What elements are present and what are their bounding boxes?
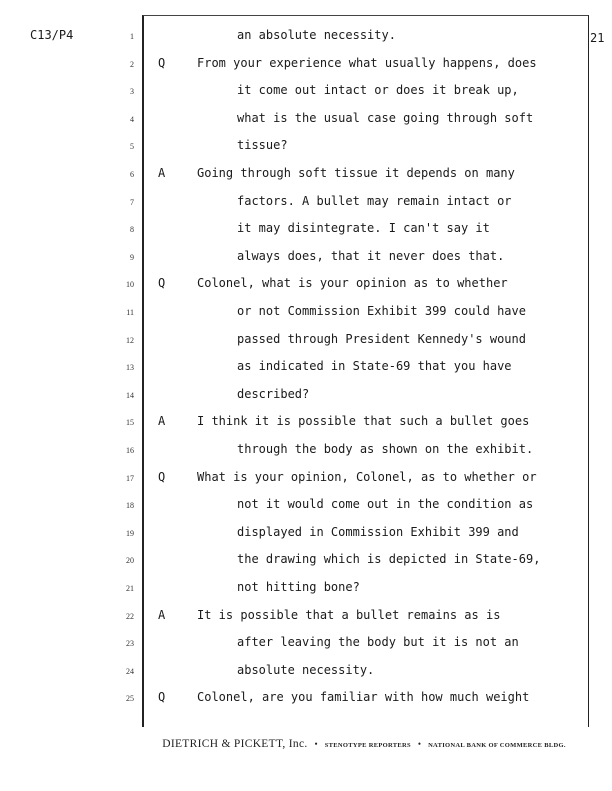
line-number: 7 [130,197,134,207]
line-text: it come out intact or does it break up, [237,83,519,98]
transcript-line [0,330,612,350]
transcript-line [0,688,612,708]
line-text: the drawing which is depicted in State-69, [237,552,541,567]
line-text: described? [237,386,310,401]
line-number: 4 [130,114,134,124]
transcript-line [0,302,612,322]
speaker-label: Q [158,276,166,291]
speaker-label: Q [158,469,166,484]
line-text: What is your opinion, Colonel, as to whether or [197,469,537,484]
footer-location: NATIONAL BANK OF COMMERCE BLDG. [428,742,566,749]
footer-service: STENOTYPE REPORTERS [324,742,411,749]
footer-separator-1: • [314,739,318,749]
transcript-line [0,357,612,377]
line-number: 15 [126,418,134,428]
line-text: an absolute necessity. [237,28,396,42]
transcript-line [0,164,612,184]
transcript-line [0,412,612,432]
line-text: not it would come out in the condition as [237,497,534,512]
line-number: 6 [130,170,134,179]
transcript-line [0,661,612,681]
transcript-line [0,440,612,460]
transcript-line [0,606,612,626]
line-text: what is the usual case going through soft [237,110,534,125]
line-number: 14 [126,390,134,400]
line-text: absolute necessity. [237,662,375,677]
line-text: From your experience what usually happens, does [197,55,537,70]
line-number: 8 [130,225,134,235]
transcript-line [0,192,612,212]
line-number: 2 [130,59,134,69]
speaker-label: Q [158,55,166,70]
reporter-footer [142,734,586,752]
line-text: always does, that it never does that. [237,248,505,263]
speaker-label: Q [158,690,166,705]
line-number: 25 [126,694,134,704]
line-text: I think it is possible that such a bullet goes [197,414,530,429]
transcript-line [0,550,612,570]
line-number: 9 [130,252,134,262]
line-text: through the body as shown on the exhibit. [237,442,534,456]
line-text: not hitting bone? [237,580,360,594]
line-number: 10 [126,280,134,290]
line-number: 5 [130,142,134,152]
page-id: C13/P4 [30,28,74,42]
speaker-label: A [158,166,166,180]
transcript-line [0,495,612,515]
line-number: 16 [126,446,134,455]
line-text: factors. A bullet may remain intact or [237,193,512,208]
line-text: It is possible that a bullet remains as is [197,607,501,622]
transcript-line [0,274,612,294]
footer-separator-2: • [417,739,422,749]
speaker-label: A [158,607,166,622]
footer-firm: DIETRICH & PICKETT, Inc. [162,738,308,750]
transcript-line [0,247,612,267]
line-text: Going through soft tissue it depends on many [197,166,515,180]
line-number: 17 [126,473,134,483]
line-text: as indicated in State-69 that you have [237,359,512,374]
line-number: 21 [126,584,134,593]
line-number: 24 [126,666,134,676]
line-number: 20 [126,556,134,566]
transcript-line [0,578,612,598]
speaker-label: A [158,414,166,429]
transcript-line [0,385,612,405]
line-number: 11 [126,308,134,317]
transcript-line [0,136,612,156]
line-number: 22 [126,611,134,621]
transcript-line [0,523,612,543]
line-number: 12 [126,335,134,345]
line-text: Colonel, are you familiar with how much weight [197,690,530,705]
transcript-line [0,468,612,488]
transcript-line [0,81,612,101]
line-text: displayed in Commission Exhibit 399 and [237,524,519,539]
line-number: 13 [126,363,134,373]
line-number: 19 [126,528,134,538]
line-text: it may disintegrate. I can't say it [237,221,490,236]
line-text: or not Commission Exhibit 399 could have [237,304,526,318]
transcript-line [0,109,612,129]
transcript-line [0,26,612,46]
transcript-line [0,54,612,74]
line-number: 1 [130,32,134,41]
line-number: 23 [126,639,134,649]
line-text: Colonel, what is your opinion as to whether [197,276,508,291]
line-text: after leaving the body but it is not an [237,635,519,650]
transcript-line [0,219,612,239]
line-text: passed through President Kennedy's wound [237,331,526,346]
page-number: 21 [590,31,605,45]
line-number: 3 [130,87,134,97]
line-number: 18 [126,501,134,511]
transcript-line [0,633,612,653]
line-text: tissue? [237,138,288,153]
